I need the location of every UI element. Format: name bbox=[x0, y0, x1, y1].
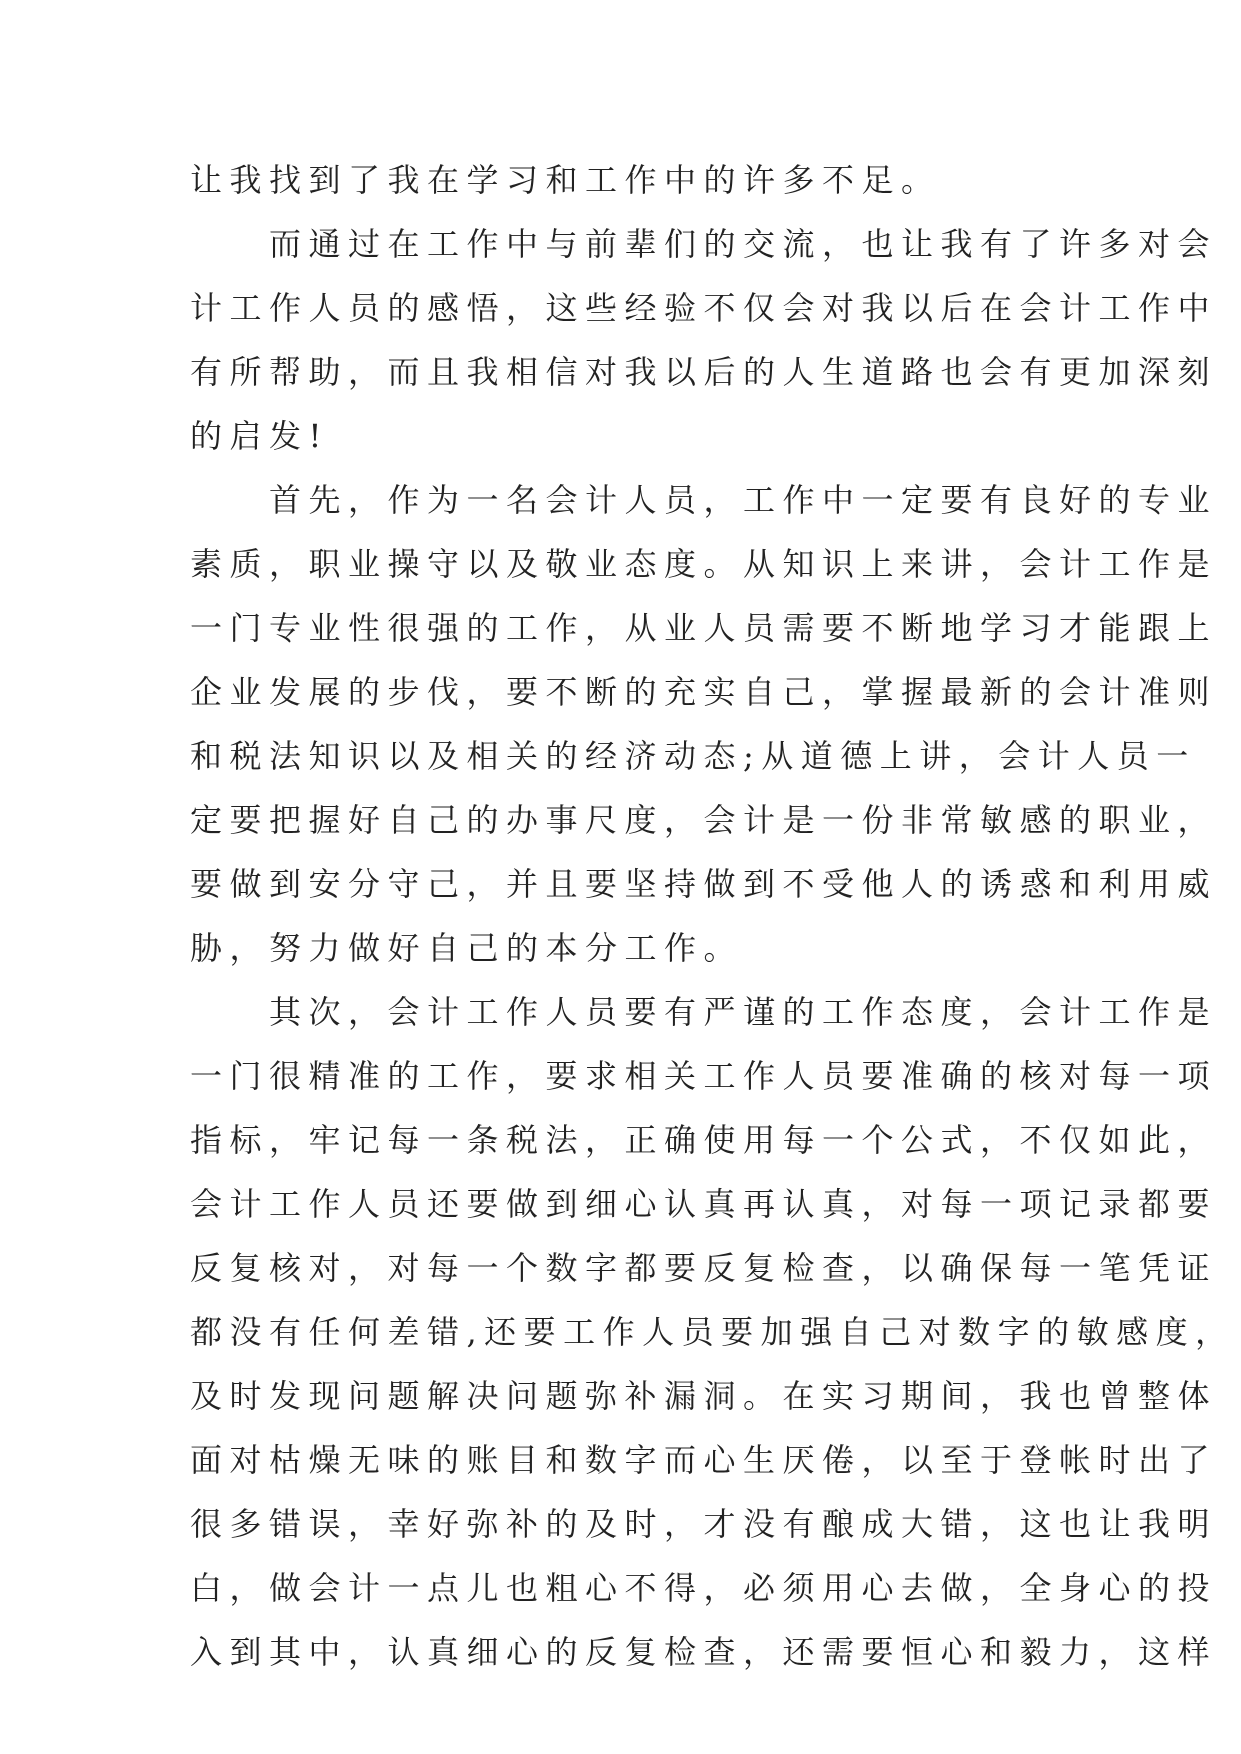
text-line: 有所帮助，而且我相信对我以后的人生道路也会有更加深刻 bbox=[190, 353, 1218, 391]
text-line: 计工作人员的感悟，这些经验不仅会对我以后在会计工作中 bbox=[190, 289, 1218, 327]
text-line: 和税法知识以及相关的经济动态;从道德上讲，会计人员一 bbox=[190, 737, 1196, 775]
text-line: 指标，牢记每一条税法，正确使用每一个公式，不仅如此， bbox=[190, 1121, 1218, 1159]
text-line: 而通过在工作中与前辈们的交流，也让我有了许多对会 bbox=[190, 225, 1218, 263]
text-line: 要做到安分守己，并且要坚持做到不受他人的诱惑和利用威 bbox=[190, 865, 1218, 903]
text-line: 会计工作人员还要做到细心认真再认真，对每一项记录都要 bbox=[190, 1185, 1218, 1223]
text-line: 首先，作为一名会计人员，工作中一定要有良好的专业 bbox=[190, 481, 1218, 519]
text-line: 很多错误，幸好弥补的及时，才没有酿成大错，这也让我明 bbox=[190, 1505, 1218, 1543]
text-line: 企业发展的步伐，要不断的充实自己，掌握最新的会计准则 bbox=[190, 673, 1218, 711]
text-line: 一门很精准的工作，要求相关工作人员要准确的核对每一项 bbox=[190, 1057, 1218, 1095]
text-line: 一门专业性很强的工作，从业人员需要不断地学习才能跟上 bbox=[190, 609, 1218, 647]
text-line: 的启发! bbox=[190, 417, 329, 455]
text-line: 胁，努力做好自己的本分工作。 bbox=[190, 929, 744, 967]
text-line: 面对枯燥无味的账目和数字而心生厌倦，以至于登帐时出了 bbox=[190, 1441, 1218, 1479]
text-line: 白，做会计一点儿也粗心不得，必须用心去做，全身心的投 bbox=[190, 1569, 1218, 1607]
text-line: 其次，会计工作人员要有严谨的工作态度，会计工作是 bbox=[190, 993, 1218, 1031]
text-line: 让我找到了我在学习和工作中的许多不足。 bbox=[190, 161, 941, 199]
text-line: 都没有任何差错,还要工作人员要加强自己对数字的敏感度， bbox=[190, 1313, 1235, 1351]
text-line: 素质，职业操守以及敬业态度。从知识上来讲，会计工作是 bbox=[190, 545, 1218, 583]
text-line: 及时发现问题解决问题弥补漏洞。在实习期间，我也曾整体 bbox=[190, 1377, 1218, 1415]
text-line: 反复核对，对每一个数字都要反复检查，以确保每一笔凭证 bbox=[190, 1249, 1218, 1287]
text-line: 定要把握好自己的办事尺度，会计是一份非常敏感的职业， bbox=[190, 801, 1218, 839]
body-text bbox=[190, 148, 1235, 1684]
text-line: 入到其中，认真细心的反复检查，还需要恒心和毅力，这样 bbox=[190, 1633, 1218, 1671]
